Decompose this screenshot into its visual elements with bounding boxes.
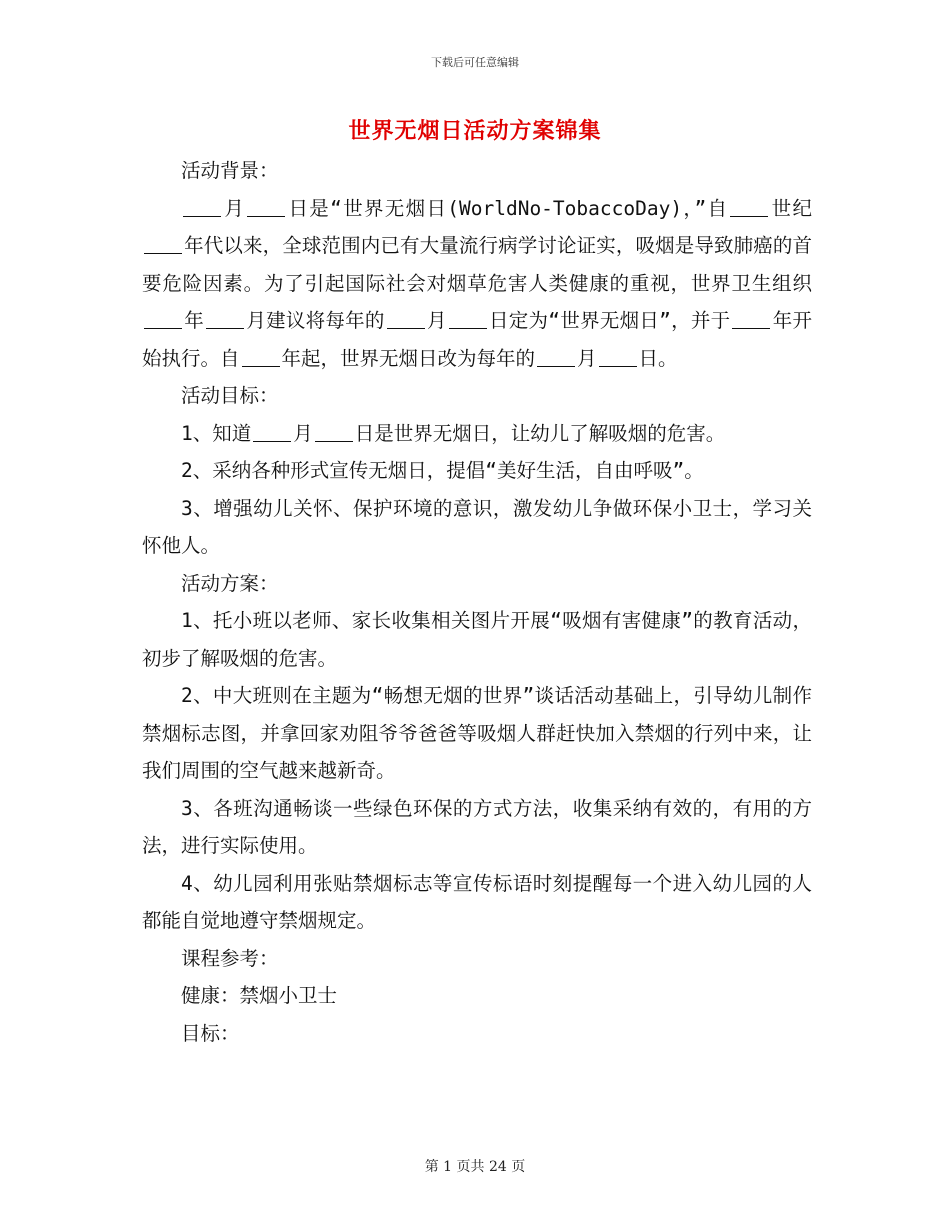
- fill-blank: [730, 196, 768, 217]
- document-title: 世界无烟日活动方案锦集: [348, 119, 602, 144]
- paragraph-background: [142, 190, 812, 378]
- text-run: 日。: [638, 346, 678, 370]
- fill-blank: [315, 421, 353, 442]
- heading-plan: 活动方案：: [181, 571, 279, 595]
- fill-blank: [247, 196, 285, 217]
- fill-blank: [449, 308, 487, 329]
- plan-item: 1、托小班以老师、家长收集相关图片开展“吸烟有害健康”的教育活动，初步了解吸烟的危害。: [142, 609, 812, 670]
- text-run: 年: [184, 309, 205, 332]
- page-footer: 第 1 页共 24 页: [424, 1159, 526, 1175]
- plan-item: 4、幼儿园利用张贴禁烟标志等宣传标语时刻提醒每一个进入幼儿园的人都能自觉地遵守禁烟规定。: [142, 871, 812, 932]
- fill-blank: [537, 346, 575, 367]
- fill-blank: [242, 346, 280, 367]
- fill-blank: [206, 308, 244, 329]
- plan-item: 3、各班沟通畅谈一些绿色环保的方式方法，收集采纳有效的，有用的方法，进行实际使用。: [142, 796, 812, 857]
- text-run: 日定为“世界无烟日”，并于: [488, 309, 731, 332]
- text-run: 月: [293, 421, 313, 445]
- text-run: 世纪: [770, 196, 812, 220]
- fill-blank: [253, 421, 291, 442]
- course-line: 目标：: [181, 1021, 240, 1045]
- document-body: [142, 152, 812, 1052]
- text-run: 月: [577, 346, 597, 370]
- text-run: 日是世界无烟日，让幼儿了解吸烟的危害。: [354, 421, 726, 445]
- goal-item: [142, 415, 812, 453]
- fill-blank: [599, 346, 637, 367]
- text-run: 1、知道: [181, 421, 252, 445]
- goal-item: 2、采纳各种形式宣传无烟日，提倡“美好生活，自由呼吸”。: [181, 459, 704, 482]
- heading-course: 课程参考：: [181, 946, 279, 970]
- text-run: 月: [426, 309, 447, 332]
- goal-item: 3、增强幼儿关怀、保护环境的意识，激发幼儿争做环保小卫士，学习关怀他人。: [142, 496, 812, 557]
- heading-background: 活动背景：: [181, 159, 279, 182]
- fill-blank: [732, 308, 770, 329]
- course-line: 健康：禁烟小卫士: [181, 984, 338, 1007]
- text-run: 年代以来，全球范围内已有大量流行病学讨论证实，吸烟是导致肺癌的首要危险因素。为了引起国际社会对烟草危害人类健康的重视，世界卫生组织: [142, 234, 812, 295]
- text-run: 年起，世界无烟日改为每年的: [281, 346, 536, 370]
- text-run: 月: [223, 196, 246, 220]
- fill-blank: [144, 233, 182, 254]
- text-run: 月建议将每年的: [246, 309, 385, 332]
- fill-blank: [387, 308, 425, 329]
- text-run: 年开始执行。自: [142, 309, 812, 370]
- header-note: 下载后可任意编辑: [431, 56, 519, 69]
- heading-goals: 活动目标：: [181, 384, 279, 407]
- text-run: 日是“世界无烟日(WorldNo-TobaccoDay)，”自: [287, 196, 729, 220]
- fill-blank: [183, 196, 221, 217]
- plan-item: 2、中大班则在主题为“畅想无烟的世界”谈话活动基础上，引导幼儿制作禁烟标志图，并拿回家劝阻爷爷爸爸等吸烟人群赶快加入禁烟的行列中来，让我们周围的空气越来越新奇。: [142, 684, 812, 782]
- fill-blank: [144, 308, 182, 329]
